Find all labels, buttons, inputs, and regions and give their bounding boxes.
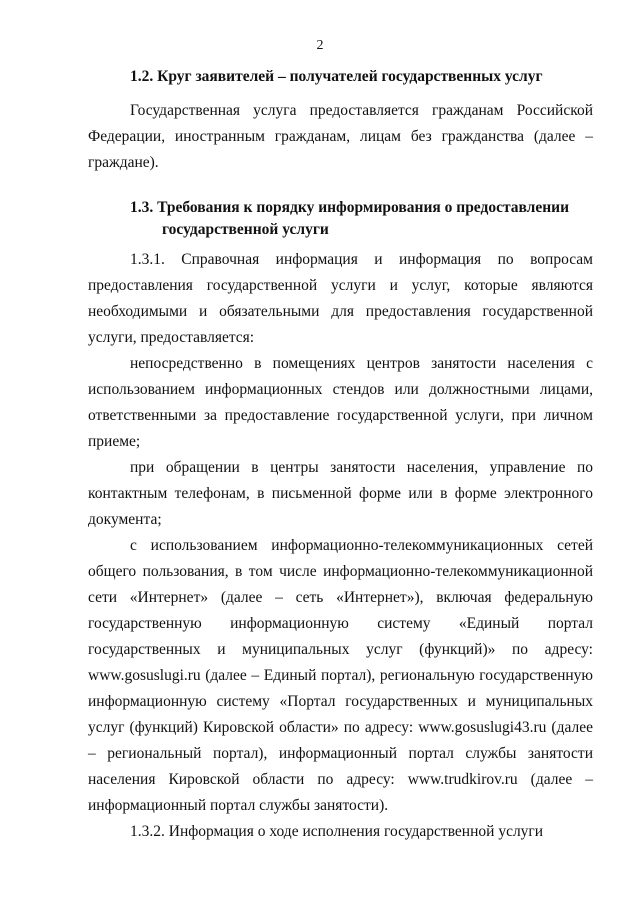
paragraph-1-3-2: 1.3.2. Информация о ходе исполнения государственной услуги — [130, 823, 544, 840]
paragraph-applicants: Государственная услуга предоставляется гражданам Российской Федерации, иностранным гражданам, лицам без гражданства (далее – граждане). — [88, 102, 593, 171]
section-heading-1-3-line1: 1.3. Требования к порядку информирования о предоставлении — [130, 199, 570, 216]
paragraph-phone-contact: при обращении в центры занятости населения, управление по контактным телефонам, в письменной форме или в форме электронного документа; — [88, 459, 593, 528]
section-heading-1-3 — [130, 197, 600, 241]
paragraph-1-3-1: 1.3.1. Справочная информация и информация по вопросам предоставления государственной услуги и услуг, которые являются необходимыми и обязательными для предоставления государственной услуги, предоставляется: — [88, 251, 593, 346]
paragraph-direct-contact: непосредственно в помещениях центров занятости населения с использованием информационных стендов или должностными лицами, ответственными за предоставление государственной услуги, при личном приеме; — [88, 355, 593, 450]
paragraph-internet: с использованием информационно-телекоммуникационных сетей общего пользования, в том числе информационно-телекоммуникационной сети «Интернет» (далее – сеть «Интернет»), включая федеральную государственную информационную систему «Единый портал государственных и муниципальных услуг (функций)» по адресу: www.gosuslugi.ru (далее – Единый портал), региональную государственную информационную систему «Портал государственных и муниципальных услуг (функций) Кировской области» по адресу: www.gosuslugi43.ru (далее – региональный портал), информационный портал службы занятости населения Кировской области по адресу: www.trudkirov.ru (далее – информационный портал службы занятости). — [88, 537, 593, 814]
page-number: 2 — [316, 38, 324, 53]
section-heading-1-2: 1.2. Круг заявителей – получателей государственных услуг — [130, 68, 543, 85]
section-heading-1-3-line2: государственной услуги — [162, 221, 329, 238]
